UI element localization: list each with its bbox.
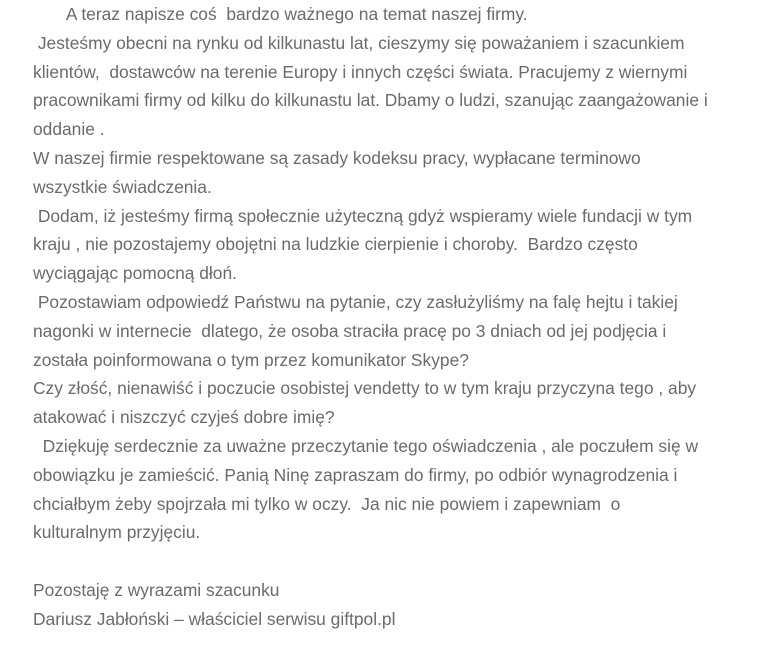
text-line: atakować i niszczyć czyjeś dobre imię? bbox=[33, 407, 335, 428]
text-line: klientów, dostawców na terenie Europy i innych części świata. Pracujemy z wiernymi bbox=[33, 61, 688, 82]
text-line: została poinformowana o tym przez komunikator Skype? bbox=[33, 349, 469, 370]
text-line: A teraz napisze coś bardzo ważnego na temat naszej firmy. bbox=[33, 4, 528, 24]
text-line: kulturalnym przyjęciu. bbox=[33, 522, 201, 543]
text-line: obowiązku je zamieścić. Panią Ninę zapraszam do firmy, po odbiór wynagrodzenia i bbox=[33, 464, 678, 485]
text-line: oddanie . bbox=[33, 119, 105, 140]
text-line: wszystkie świadczenia. bbox=[33, 176, 212, 197]
text-line: chciałbym żeby spojrzała mi tylko w oczy. Ja nic nie powiem i zapewniam o bbox=[33, 493, 621, 514]
closing-line: Pozostaję z wyrazami szacunku bbox=[33, 579, 280, 600]
blank-line bbox=[33, 547, 745, 576]
text-line: W naszej firmie respektowane są zasady kodeksu pracy, wypłacane terminowo bbox=[33, 147, 641, 168]
text-line: pracownikami firmy od kilku do kilkunastu lat. Dbamy o ludzi, szanując zaangażowanie i bbox=[33, 90, 708, 111]
text-line: kraju , nie pozostajemy obojętni na ludzkie cierpienie i choroby. Bardzo często bbox=[33, 234, 638, 255]
text-line: wyciągając pomocną dłoń. bbox=[33, 263, 237, 284]
signature-line: Dariusz Jabłoński – właściciel serwisu giftpol.pl bbox=[33, 608, 396, 629]
text-line: Pozostawiam odpowiedź Państwu na pytanie, czy zasłużyliśmy na falę hejtu i takiej bbox=[33, 291, 678, 312]
text-line: nagonki w internecie dlatego, że osoba straciła pracę po 3 dniach od jej podjęcia i bbox=[33, 320, 667, 341]
statement-document bbox=[33, 0, 745, 634]
text-line: Dodam, iż jesteśmy firmą społecznie użyteczną gdyż wspieramy wiele fundacji w tym bbox=[33, 205, 693, 226]
text-line: Dziękuję serdecznie za uważne przeczytanie tego oświadczenia , ale poczułem się w bbox=[33, 435, 699, 456]
text-line: Jesteśmy obecni na rynku od kilkunastu lat, cieszymy się poważaniem i szacunkiem bbox=[33, 32, 685, 53]
text-line: Czy złość, nienawiść i poczucie osobistej vendetty to w tym kraju przyczyna tego , aby bbox=[33, 378, 697, 399]
